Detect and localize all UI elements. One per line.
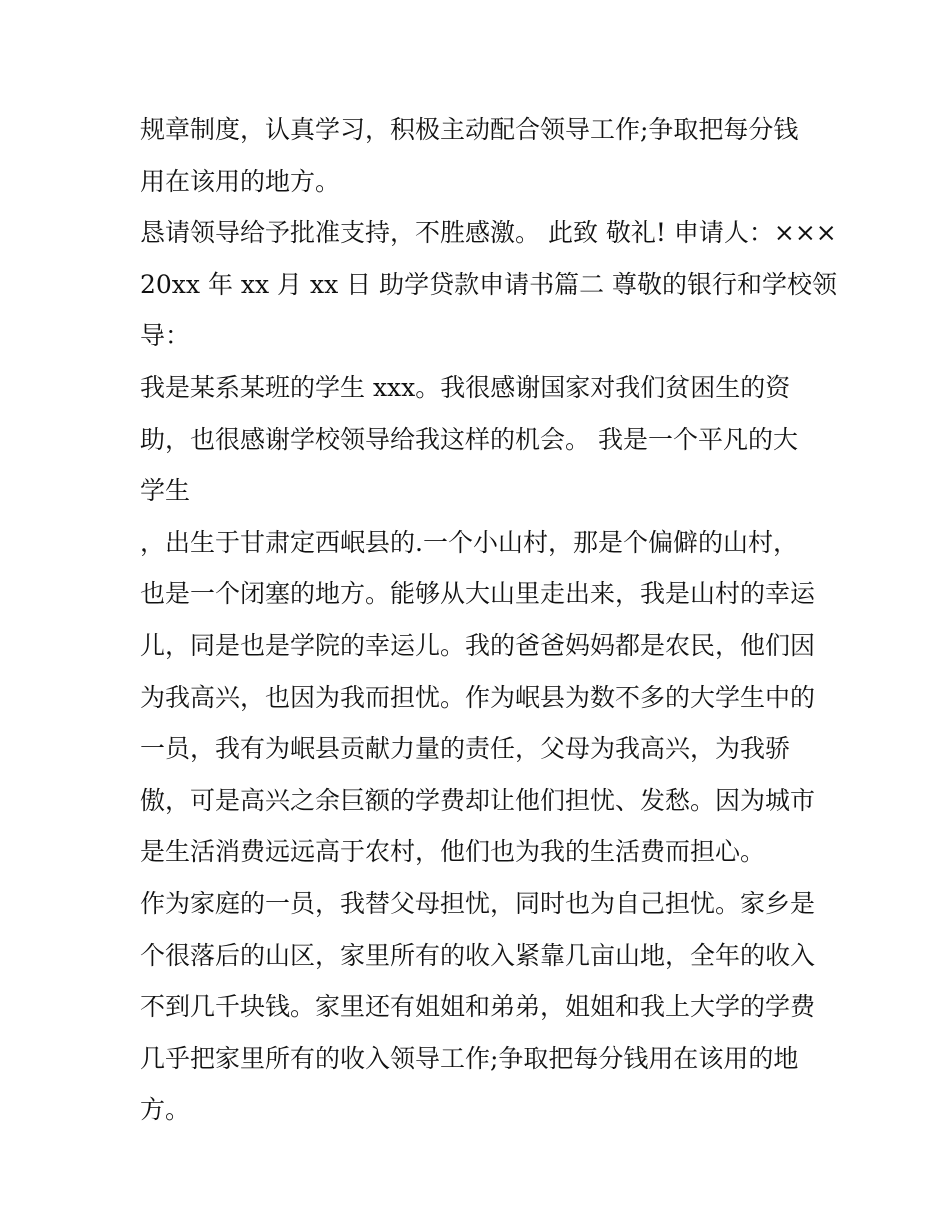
text-line: 作为家庭的一员，我替父母担忧，同时也为自己担忧。家乡是 <box>140 888 816 918</box>
text-line: 个很落后的山区，家里所有的收入紧靠几亩山地，全年的收入 <box>140 940 816 970</box>
text-line: 一员，我有为岷县贡献力量的责任，父母为我高兴，为我骄 <box>140 734 791 764</box>
text-line: 几乎把家里所有的收入领导工作;争取把每分钱用在该用的地 <box>140 1043 799 1073</box>
text-line: 儿，同是也是学院的幸运儿。我的爸爸妈妈都是农民，他们因 <box>140 630 816 660</box>
text-line: 不到几千块钱。家里还有姐姐和弟弟，姐姐和我上大学的学费 <box>140 992 816 1022</box>
text-line: 用在该用的地方。 <box>140 166 341 196</box>
text-line: 20xx 年 xx 月 xx 日 助学贷款申请书篇二 尊敬的银行和学校领 <box>140 269 838 299</box>
text-line: 恳请领导给予批准支持，不胜感激。 此致 敬礼! 申请人：××× <box>140 218 837 248</box>
text-line: 傲，可是高兴之余巨额的学费却让他们担忧、发愁。因为城市 <box>140 785 816 815</box>
document-body <box>140 104 838 1136</box>
text-line: 规章制度，认真学习，积极主动配合领导工作;争取把每分钱 <box>140 115 799 144</box>
text-line: 学生 <box>140 476 191 506</box>
text-line: 是生活消费远远高于农村，他们也为我的生活费而担心。 <box>140 837 766 867</box>
text-line: ，出生于甘肃定西岷县的.一个小山村，那是个偏僻的山村， <box>140 527 798 557</box>
text-line: 导： <box>140 321 191 351</box>
text-line: 方。 <box>140 1095 191 1125</box>
text-line: 为我高兴，也因为我而担忧。作为岷县为数不多的大学生中的 <box>140 682 816 712</box>
text-line: 我是某系某班的学生 xxx。我很感谢国家对我们贫困生的资 <box>140 372 791 402</box>
text-line: 助，也很感谢学校领导给我这样的机会。 我是一个平凡的大 <box>140 424 798 454</box>
text-line: 也是一个闭塞的地方。能够从大山里走出来，我是山村的幸运 <box>140 579 816 609</box>
